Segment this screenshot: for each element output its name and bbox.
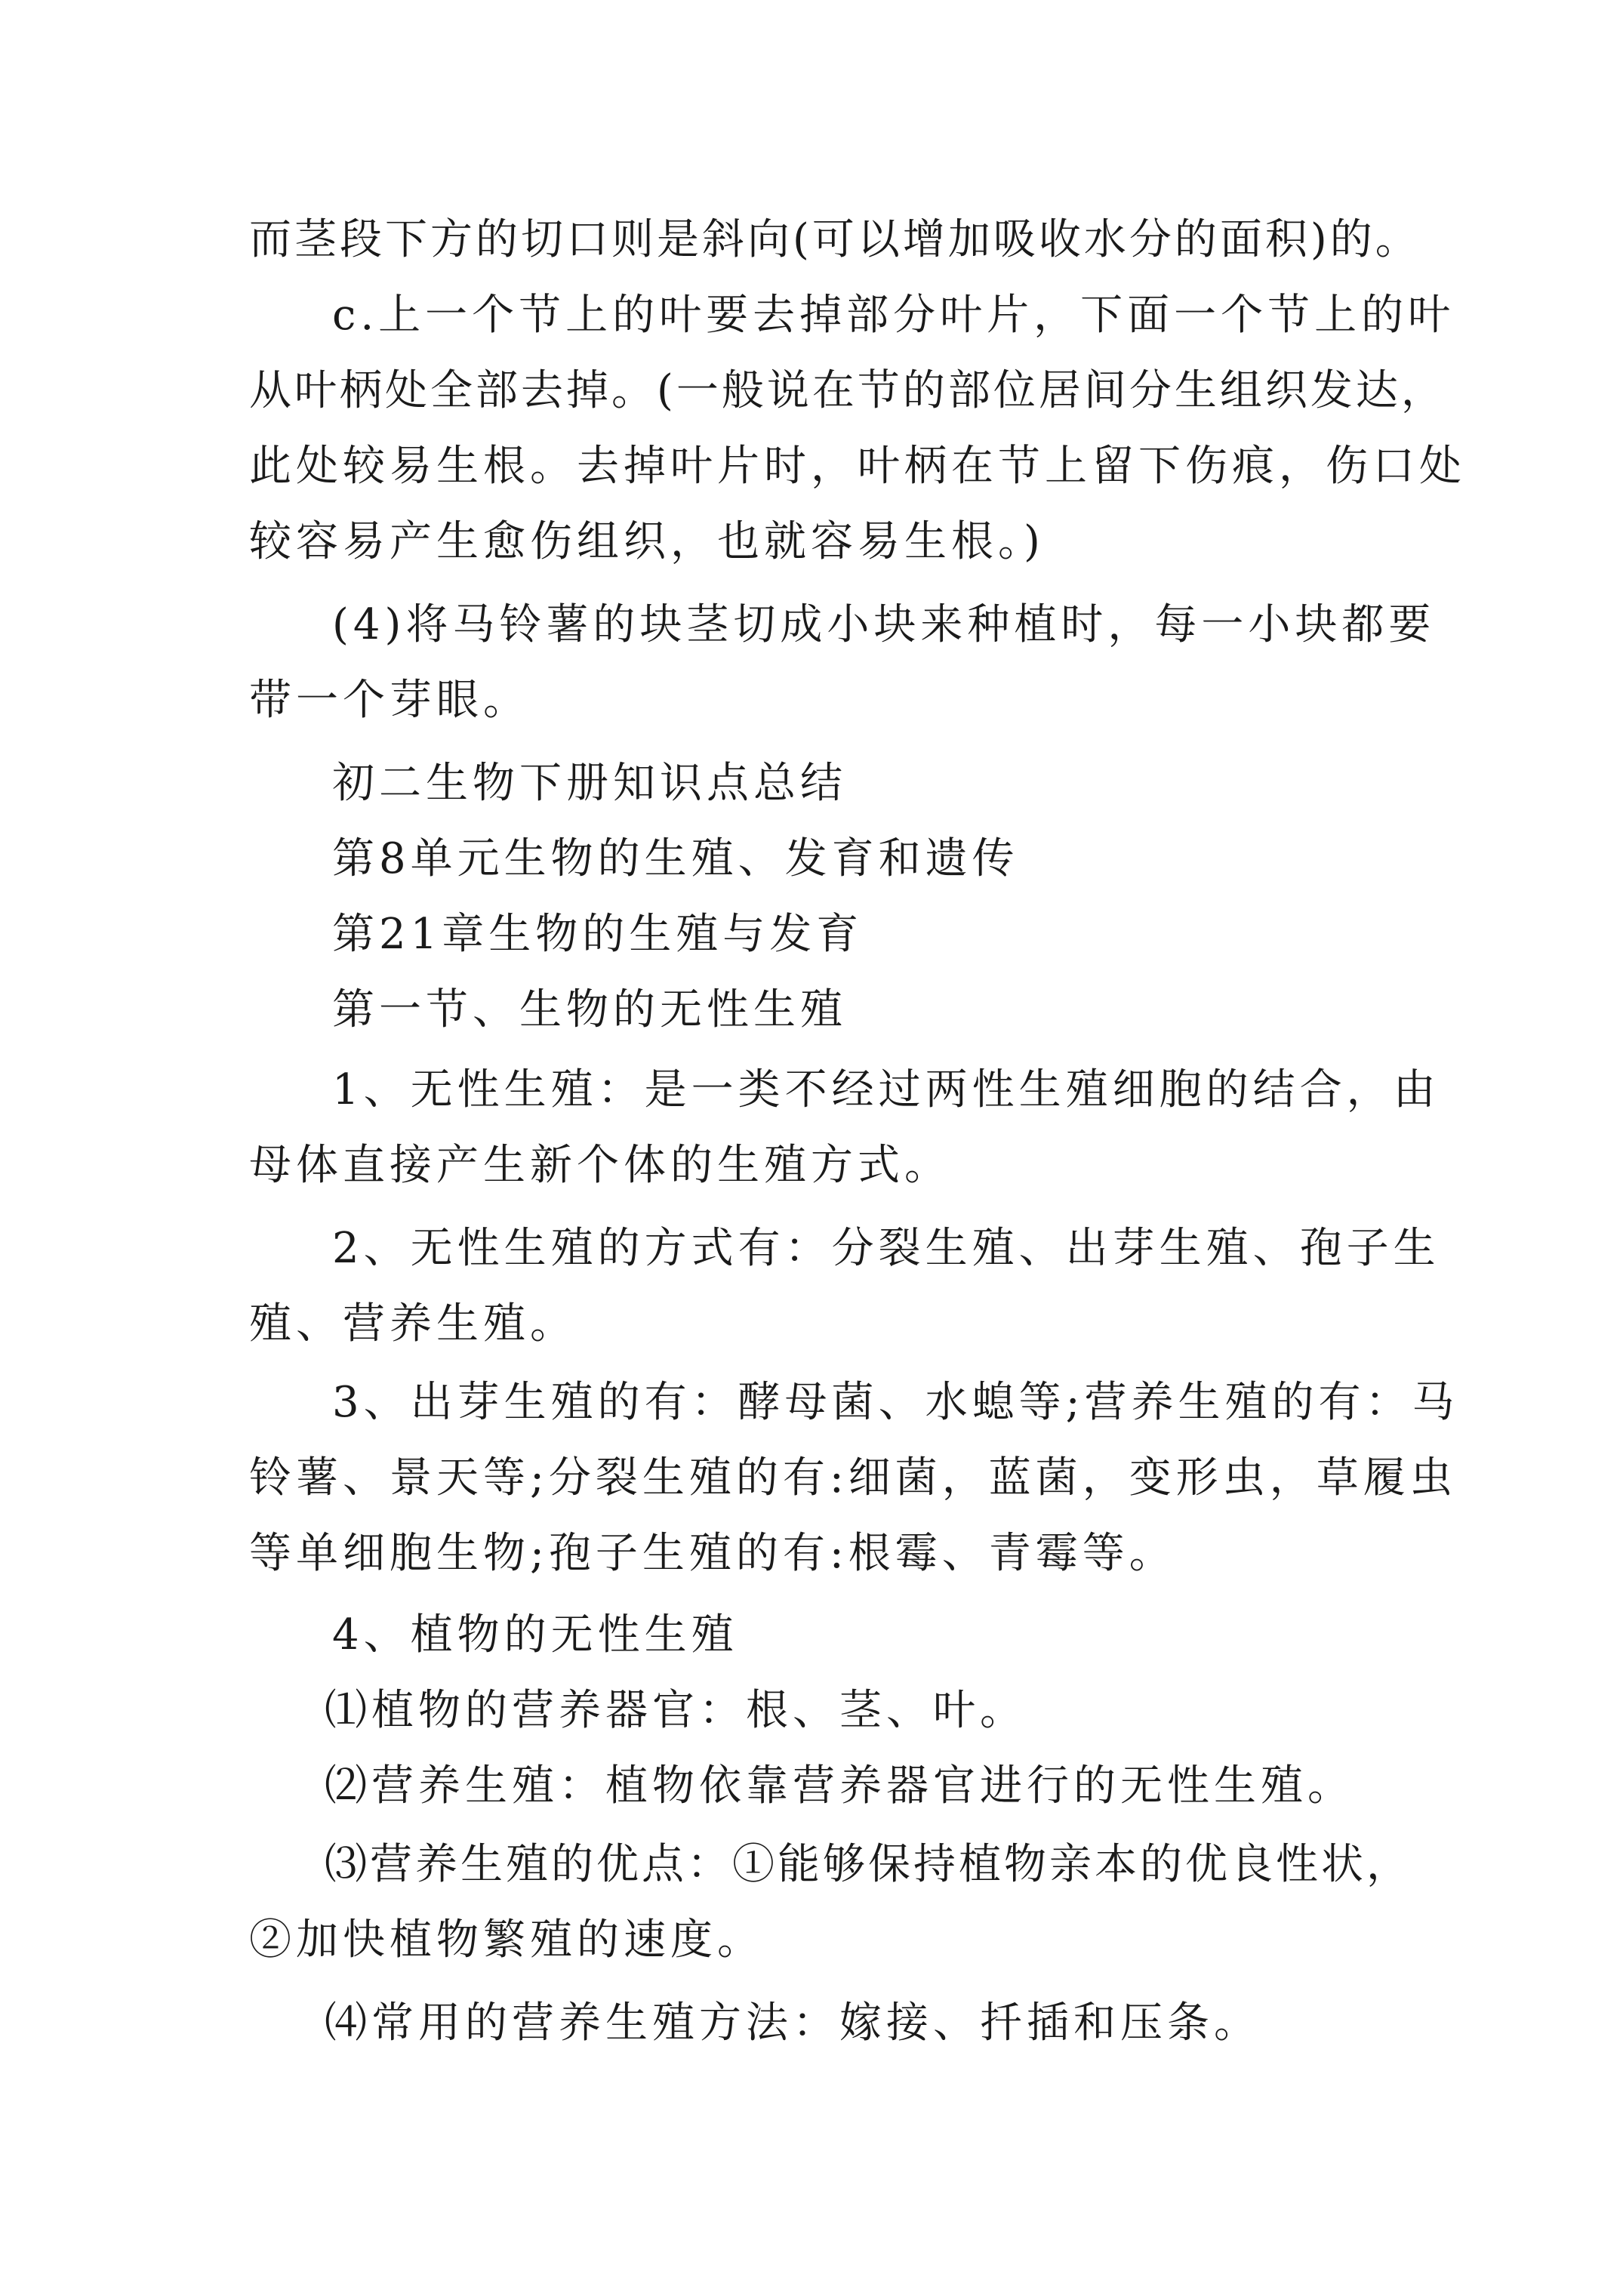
text-line: 母体直接产生新个体的生殖方式。 (249, 1141, 951, 1190)
text-line: 较容易产生愈伤组织，也就容易生根。) (249, 517, 1045, 566)
text-line: 殖、营养生殖。 (249, 1299, 577, 1348)
text-line: c.上一个节上的叶要去掉部分叶片，下面一个节上的叶 (332, 291, 1455, 340)
text-line: 第21章生物的生殖与发育 (332, 910, 864, 959)
text-line: 从叶柄处全部去掉。(一般说在节的部位居间分生组织发达， (249, 366, 1446, 415)
text-line: ⑴植物的营养器官：根、茎、叶。 (325, 1686, 1027, 1735)
text-line: 铃薯、景天等;分裂生殖的有:细菌，蓝菌，变形虫，草履虫 (249, 1453, 1457, 1502)
text-line: ⑷常用的营养生殖方法：嫁接、扦插和压条。 (325, 1999, 1261, 2048)
text-line: 3、出芽生殖的有：酵母菌、水螅等;营养生殖的有：马 (332, 1378, 1459, 1427)
text-line: 第8单元生物的生殖、发育和遗传 (332, 834, 1019, 883)
text-line: (4)将马铃薯的块茎切成小块来种植时，每一小块都要 (332, 600, 1436, 649)
text-line: 初二生物下册知识点总结 (332, 759, 847, 808)
text-line: ⑵营养生殖：植物依靠营养器官进行的无性生殖。 (325, 1761, 1354, 1811)
text-line: 1、无性生殖：是一类不经过两性生殖细胞的结合，由 (332, 1065, 1440, 1114)
text-line: 此处较易生根。去掉叶片时，叶柄在节上留下伤痕，伤口处 (249, 442, 1466, 491)
text-line: ②加快植物繁殖的速度。 (249, 1915, 764, 1965)
text-line: 2、无性生殖的方式有：分裂生殖、出芽生殖、孢子生 (332, 1224, 1440, 1273)
text-line: 带一个芽眼。 (249, 676, 530, 725)
text-line: 第一节、生物的无性生殖 (332, 985, 847, 1034)
text-line: 4、植物的无性生殖 (332, 1610, 738, 1660)
text-line: ⑶营养生殖的优点：①能够保持植物亲本的优良性状， (325, 1840, 1412, 1889)
text-line: 而茎段下方的切口则是斜向(可以增加吸收水分的面积)的。 (249, 215, 1421, 264)
text-line: 等单细胞生物;孢子生殖的有:根霉、青霉等。 (249, 1529, 1176, 1578)
